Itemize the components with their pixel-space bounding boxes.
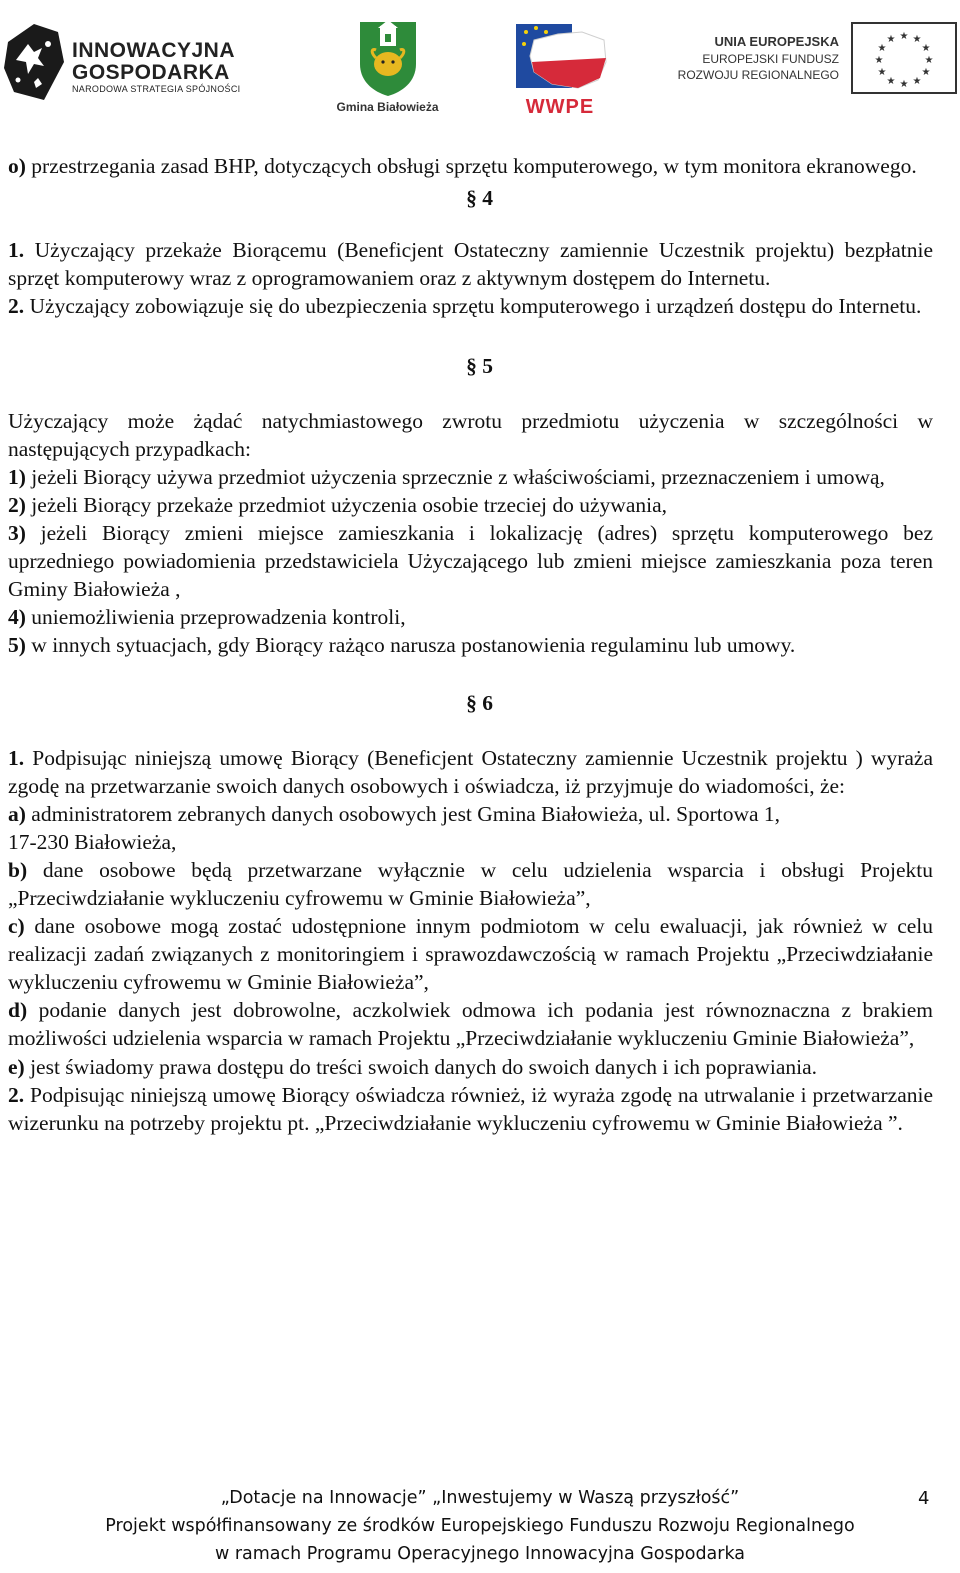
item-o <box>8 152 933 180</box>
s6-item-d-text: podanie danych jest dobrowolne, aczkolwiek odmowa ich podania jest równoznaczna z brakiem możliwości udzielenia wsparcia w ramach Projektu „Przeciwdziałanie wykluczeniu Gminie Białowieża”, <box>8 998 933 1051</box>
page-number: 4 <box>918 1488 930 1509</box>
section-6-title: § 6 <box>466 691 493 716</box>
s6-p1 <box>8 744 933 800</box>
svg-text:★: ★ <box>921 43 931 54</box>
s6-item-c-label: c) <box>8 914 25 939</box>
s4-item-2-label: 2. <box>8 294 25 319</box>
header-logos <box>0 0 960 125</box>
s5-item-4-text: uniemożliwienia przeprowadzenia kontroli, <box>25 605 406 630</box>
innowacyjna-gospodarka-logo <box>4 22 254 104</box>
s6-item-e-text: jest świadomy prawa dostępu do treści swoich danych do swoich danych i ich poprawiania. <box>24 1054 818 1079</box>
svg-text:★: ★ <box>912 34 922 45</box>
s5-item-1-label: 1) <box>8 464 26 489</box>
s5-item-3-label: 3) <box>8 520 26 545</box>
poland-map-icon <box>512 18 610 94</box>
footer-slogan: „Dotacje na Innowacje” „Inwestujemy w Waszą przyszłość” <box>220 1488 740 1508</box>
gmina-coat-of-arms-icon <box>330 20 445 98</box>
gmina-logo-caption: Gmina Białowieża <box>336 100 439 114</box>
s6-item-c-text: dane osobowe mogą zostać udostępnione innym podmiotom w celu ewaluacji, jak również w celu realizacji zadań związanych z monitoringiem i sprawozdawczością w ramach Projektu „Przeciwdziałanie wykluczeniu cyfrowemu w Gminie Białowieża”, <box>8 914 933 995</box>
s5-item-3 <box>8 519 933 603</box>
s6-item-b-label: b) <box>8 857 28 882</box>
s6-p2-label: 2. <box>8 1082 25 1107</box>
footer-cofinancing: Projekt współfinansowany ze środków Europejskiego Funduszu Rozwoju Regionalnego <box>105 1516 855 1536</box>
svg-text:★: ★ <box>899 31 909 42</box>
section-5-title: § 5 <box>466 354 493 379</box>
footer-programme: w ramach Programu Operacyjnego Innowacyjna Gospodarka <box>214 1544 746 1564</box>
wwpe-logo-caption: WWPE <box>525 96 595 118</box>
s5-item-4-label: 4) <box>8 605 26 630</box>
s6-item-c <box>8 912 933 996</box>
s4-item-2 <box>8 292 933 320</box>
s4-item-1 <box>8 236 933 292</box>
s6-p2 <box>8 1081 933 1137</box>
s6-item-b-text: dane osobowe będą przetwarzane wyłącznie w celu udzielenia wsparcia i obsługi Projektu „Przeciwdziałanie wykluczeniu cyfrowemu w Gminie Białowieża”, <box>8 857 933 910</box>
logo-ig-title <box>72 40 235 84</box>
ue-logo-line1: UNIA EUROPEJSKA <box>714 34 839 49</box>
s5-item-1 <box>8 463 933 491</box>
s4-item-1-text: Użyczający przekaże Biorącemu (Beneficjent Ostateczny zamiennie Uczestnik projektu) bezpłatnie sprzęt komputerowy wraz z oprogramowaniem oraz z aktywnym dostępem do Internetu. <box>8 238 933 291</box>
svg-text:★: ★ <box>877 43 887 54</box>
unia-europejska-logo <box>672 22 957 94</box>
s5-intro: Użyczający może żądać natychmiastowego zwrotu przedmiotu użyczenia w szczególności w następujących przypadkach: <box>8 408 933 461</box>
s6-item-e <box>8 1053 933 1081</box>
s6-item-a-text: administratorem zebranych danych osobowych jest Gmina Białowieża, ul. Sportowa 1, <box>25 801 781 826</box>
svg-text:★: ★ <box>899 79 909 90</box>
s4-item-1-label: 1. <box>8 238 25 263</box>
logo-ig-line2: GOSPODARKA <box>72 61 230 84</box>
logo-ig-subtitle: NARODOWA STRATEGIA SPÓJNOŚCI <box>72 84 241 94</box>
s5-item-2 <box>8 491 933 519</box>
s6-item-e-label: e) <box>8 1054 25 1079</box>
s5-item-5 <box>8 631 933 659</box>
s6-item-a-address: 17-230 Białowieża, <box>8 829 177 854</box>
s5-item-2-label: 2) <box>8 492 26 517</box>
s5-item-5-label: 5) <box>8 633 26 658</box>
s5-item-3-text: jeżeli Biorący zmieni miejsce zamieszkania i lokalizację (adres) sprzętu komputerowego bez uprzedniego powiadomienia przedstawiciela Użyczającego lub zmieni miejsce zamieszkania poza teren Gminy Białowieża , <box>8 520 933 602</box>
s6-item-b <box>8 856 933 912</box>
s5-item-2-text: jeżeli Biorący przekaże przedmiot użyczenia osobie trzeciej do używania, <box>25 492 668 517</box>
svg-text:★: ★ <box>912 76 922 87</box>
s5-item-5-text: w innych sytuacjach, gdy Biorący rażąco narusza postanowienia regulaminu lub umowy. <box>25 633 796 658</box>
item-o-label: o) <box>8 154 26 178</box>
section-4-title: § 4 <box>466 186 493 211</box>
s5-item-1-text: jeżeli Biorący używa przedmiot użyczenia sprzecznie z właściwościami, przeznaczeniem i umową, <box>25 464 885 489</box>
svg-text:★: ★ <box>886 76 896 87</box>
svg-text:★: ★ <box>877 67 887 78</box>
svg-text:★: ★ <box>924 55 934 66</box>
s6-p1-text: Podpisując niniejszą umowę Biorący (Beneficjent Ostateczny zamiennie Uczestnik projektu ) wyraża zgodę na przetwarzanie swoich danych osobowych i oświadcza, iż przyjmuje do wiadomości, że: <box>8 745 933 798</box>
document-body <box>8 152 933 1137</box>
gmina-bialowieza-logo <box>330 20 445 120</box>
s6-item-a <box>8 800 933 856</box>
innowacyjna-gospodarka-emblem-icon <box>4 22 68 104</box>
svg-text:★: ★ <box>874 55 884 66</box>
ue-logo-line2: EUROPEJSKI FUNDUSZ <box>702 52 839 66</box>
wwpe-logo <box>512 18 612 118</box>
logo-ig-line1: INNOWACYJNA <box>72 39 236 62</box>
s6-item-a-label: a) <box>8 801 26 826</box>
svg-text:★: ★ <box>921 67 931 78</box>
eu-flag-icon <box>851 22 957 94</box>
s6-item-d <box>8 996 933 1052</box>
ue-logo-line3: ROZWOJU REGIONALNEGO <box>677 68 839 82</box>
item-o-text: przestrzegania zasad BHP, dotyczących obsługi sprzętu komputerowego, w tym monitora ekranowego. <box>25 154 917 178</box>
s6-item-d-label: d) <box>8 998 28 1023</box>
svg-text:★: ★ <box>886 34 896 45</box>
s6-p2-text: Podpisując niniejszą umowę Biorący oświadcza również, iż wyraża zgodę na utrwalanie i przetwarzanie wizerunku na potrzeby projektu pt. „Przeciwdziałanie wykluczeniu cyfrowemu w Gminie Białowieża ”. <box>8 1082 933 1135</box>
s5-item-4 <box>8 603 933 631</box>
s4-item-2-text: Użyczający zobowiązuje się do ubezpieczenia sprzętu komputerowego i urządzeń dostępu do Internetu. <box>24 294 922 319</box>
s6-p1-label: 1. <box>8 745 25 770</box>
